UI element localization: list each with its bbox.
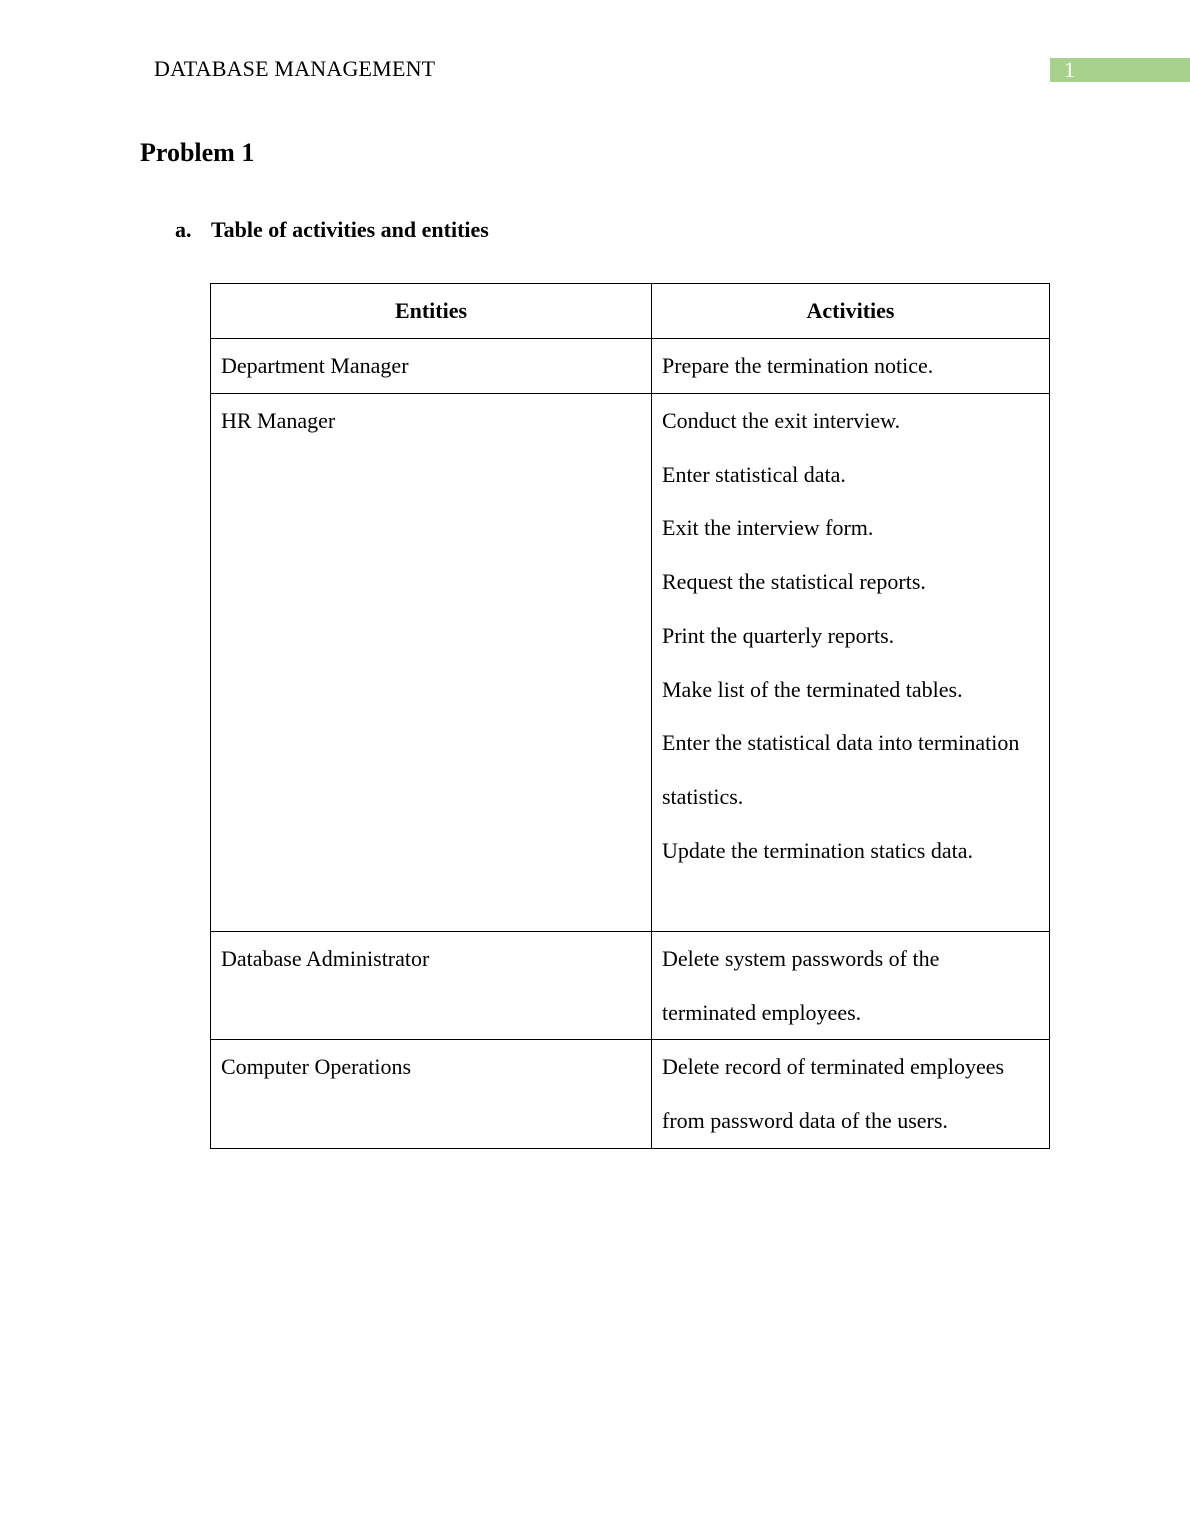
activity-item: from password data of the users.	[662, 1108, 948, 1134]
activity-item: Make list of the terminated tables.	[662, 676, 963, 702]
activities-cell	[652, 339, 1050, 394]
activity-item: statistics.	[662, 783, 744, 809]
entity-cell	[211, 1040, 652, 1148]
section-heading-text: Table of activities and entities	[211, 217, 489, 242]
table-row	[211, 339, 1050, 394]
activities-cell	[652, 1040, 1050, 1148]
page-number-bar	[1050, 58, 1190, 82]
entity-name: HR Manager	[221, 408, 336, 433]
activity-item: Prepare the termination notice.	[662, 353, 934, 378]
entity-name: Computer Operations	[221, 1054, 412, 1080]
table-header-row	[211, 284, 1050, 339]
activity-item: Delete system passwords of the	[662, 946, 940, 971]
entity-cell	[211, 339, 652, 394]
activities-cell	[652, 394, 1050, 932]
activity-item: terminated employees.	[662, 999, 862, 1025]
entity-cell	[211, 932, 652, 1040]
column-header-entities: Entities	[211, 284, 652, 339]
column-header-activities: Activities	[652, 284, 1050, 339]
entity-name: Database Administrator	[221, 946, 430, 971]
activity-item: Conduct the exit interview.	[662, 408, 901, 433]
page-number: 1	[1064, 57, 1075, 82]
activity-item: Print the quarterly reports.	[662, 622, 895, 648]
activity-item: Request the statistical reports.	[662, 569, 926, 595]
activity-item: Enter the statistical data into termination	[662, 730, 1020, 756]
running-head: DATABASE MANAGEMENT	[154, 56, 436, 81]
table-row	[211, 932, 1050, 1040]
entity-cell	[211, 394, 652, 932]
entity-name: Department Manager	[221, 353, 409, 378]
section-marker: a.	[175, 217, 192, 242]
entities-activities-table	[210, 283, 1050, 1149]
problem-title: Problem 1	[140, 138, 255, 167]
table-row	[211, 394, 1050, 932]
activity-item: Enter statistical data.	[662, 461, 846, 487]
activity-item: Update the termination statics data.	[662, 837, 973, 863]
activity-item: Delete record of terminated employees	[662, 1054, 1005, 1080]
activities-cell	[652, 932, 1050, 1040]
activity-item: Exit the interview form.	[662, 515, 874, 541]
section-heading	[175, 217, 489, 243]
table-row	[211, 1040, 1050, 1148]
